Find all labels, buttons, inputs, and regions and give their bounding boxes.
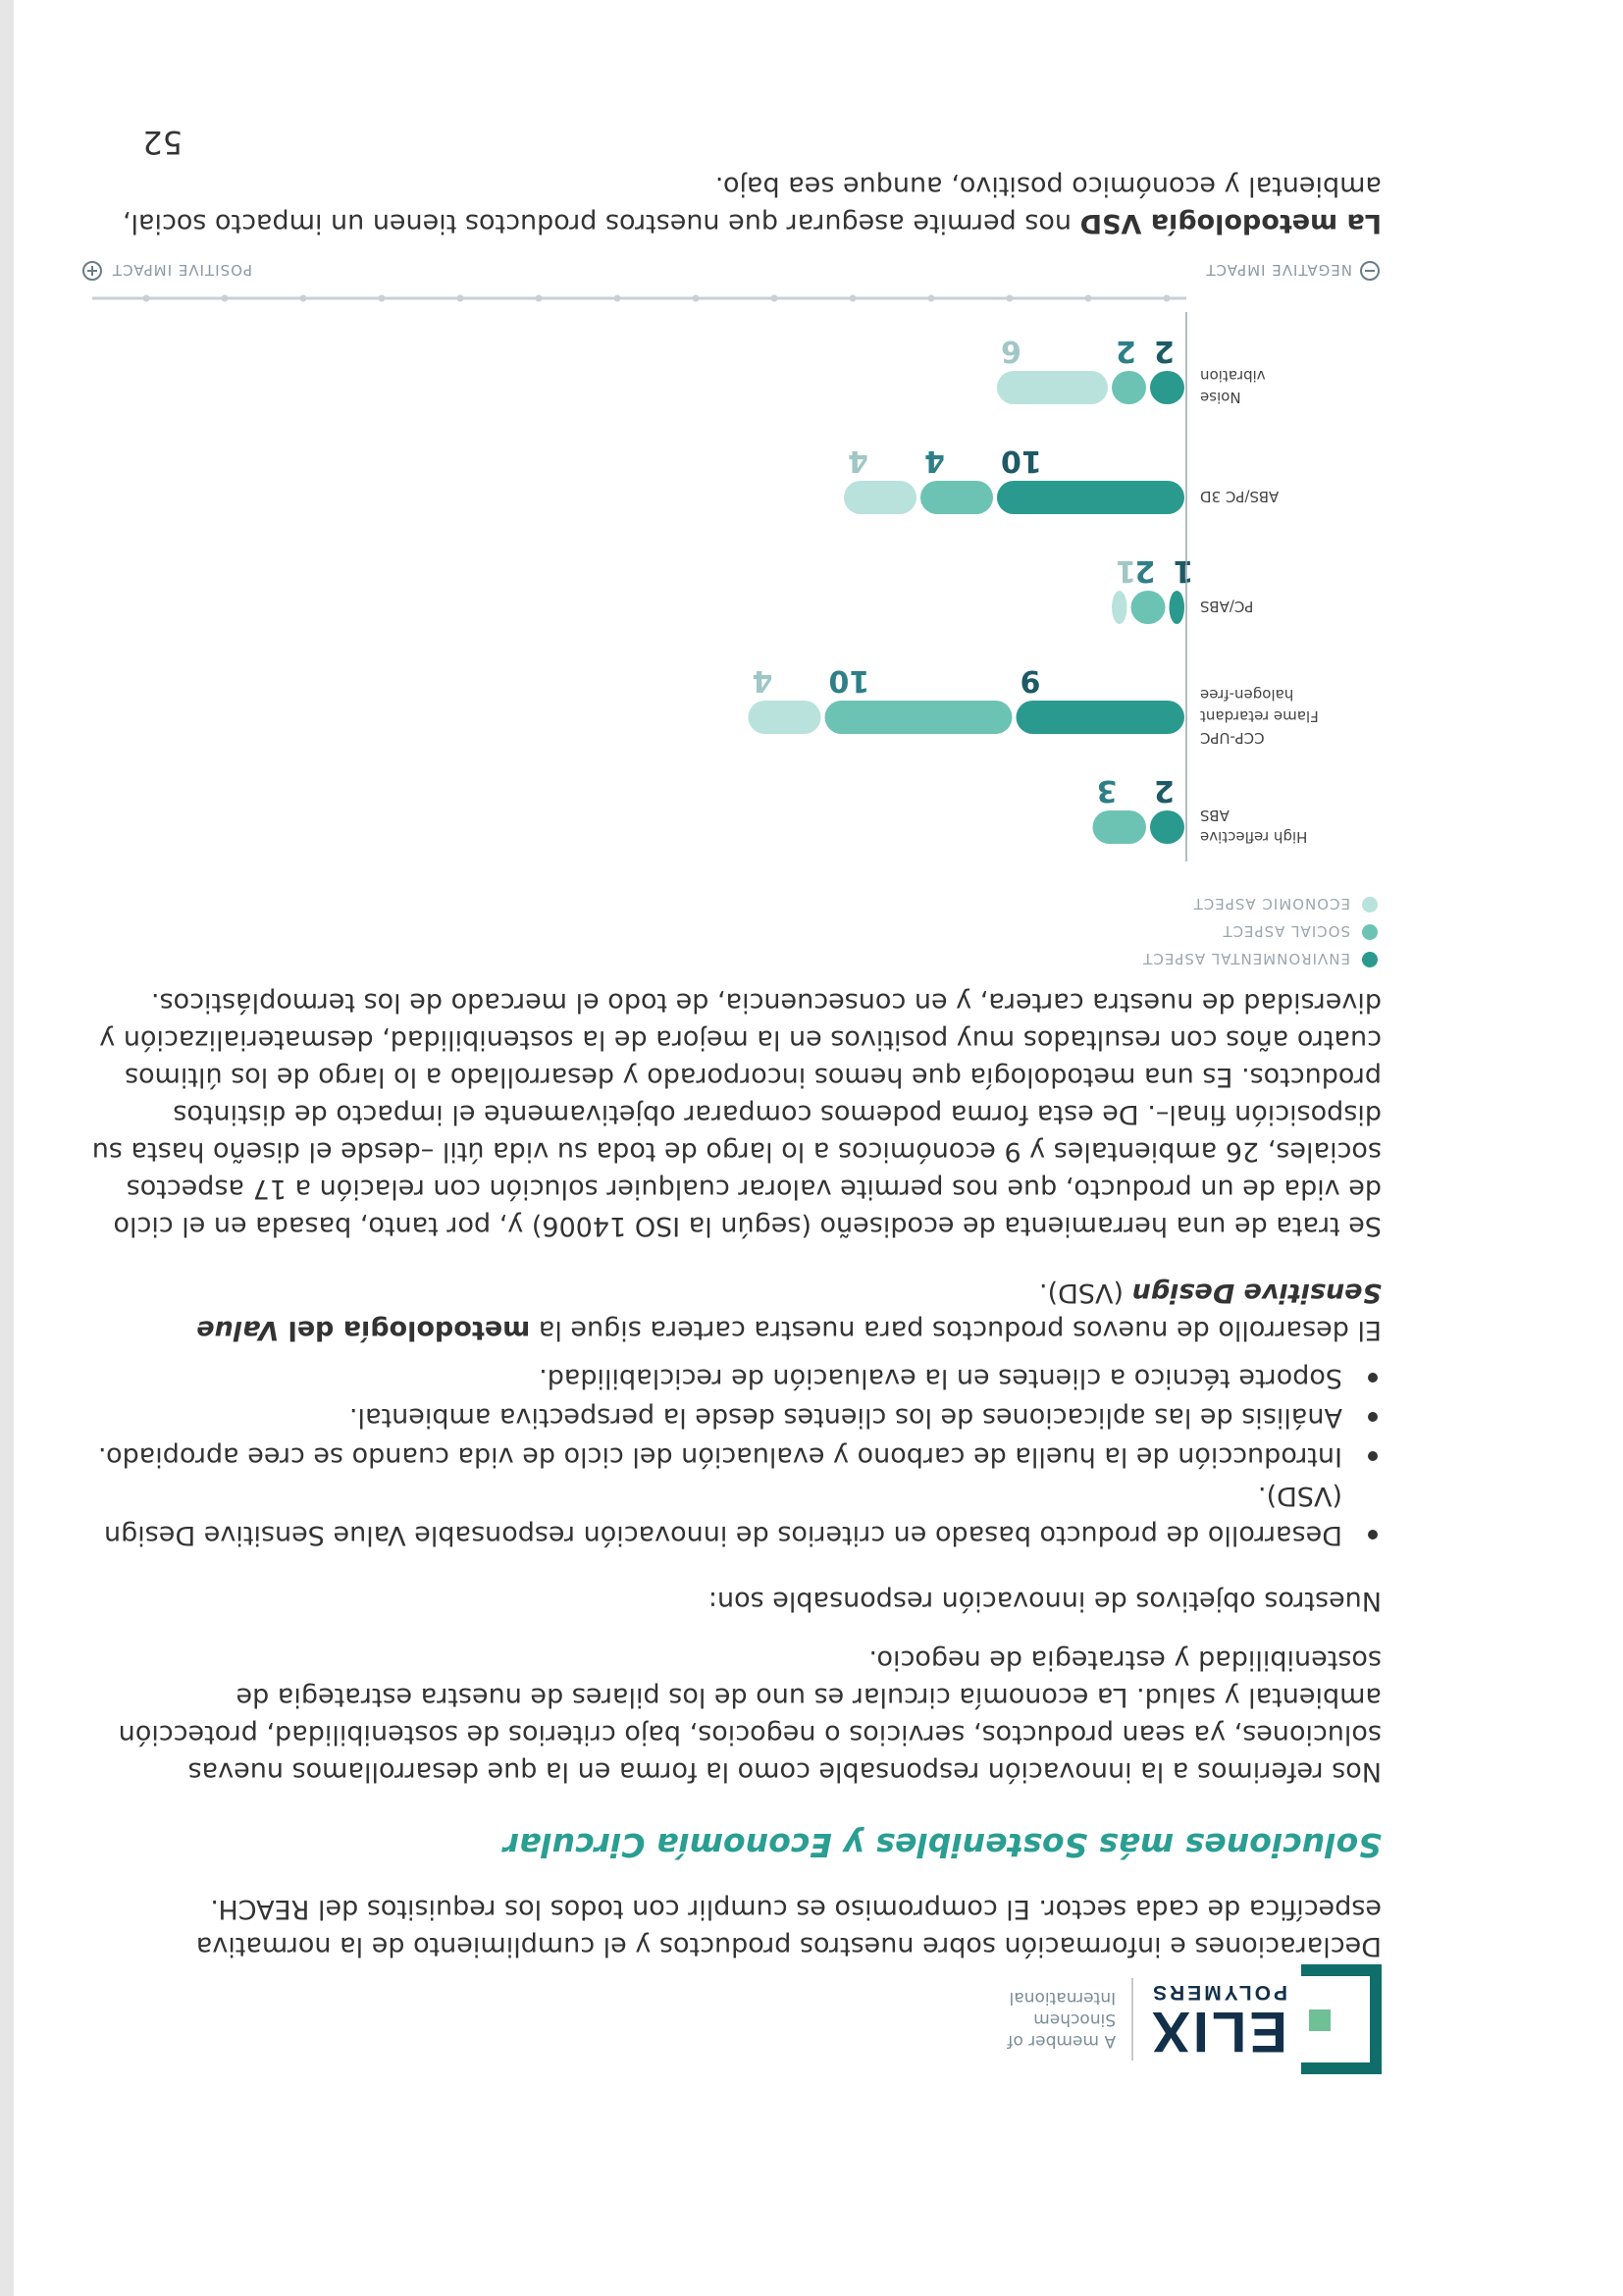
category-label: ABS [1200,807,1230,824]
conclusion-bold: La metodología VSD [1079,208,1382,238]
axis-tick [379,295,386,302]
list-item: Introducción de la huella de carbono y evaluación del ciclo de vida cuando se cree apropiado. [77,1436,1382,1476]
bar-segment [997,371,1108,404]
logo-elix-text: ELIX [1149,2000,1287,2063]
category-label: halogen-free [1200,686,1294,704]
bar-segment [1112,591,1127,624]
axis-tick [1007,295,1014,302]
data-label: 2 [1154,773,1175,808]
responsible-innovation-paragraph: Nos referimos a la innovación responsable como la forma en la que desarrollamos nuevas soluciones, ya sean productos, servicios o negocios, bajo criterios de sostenibilidad, protección ambiental y salud. La economía circular es uno de los pilares de nuestra estrategia de sostenibilidad y estrategia de negocio. [118,1644,1382,1787]
bar-segment [1150,810,1184,844]
data-label: 4 [752,663,773,698]
axis-tick [143,295,150,302]
axis-tick [693,295,700,302]
data-label: 10 [1001,444,1042,478]
vsd-methodology-bold: metodología del [279,1315,531,1345]
elix-bracket-icon [1301,1964,1382,2074]
vsd-impact-chart [73,261,1387,981]
data-label: 10 [828,663,870,698]
tagline-line: International [1009,1988,1117,2008]
data-label: 2 [1116,334,1136,368]
tagline-line: A member of [1007,2031,1117,2051]
logo-tagline [1007,1987,1116,2052]
vsd-name-bold-italic: Value Sensitive Design [196,1278,1382,1345]
section-title: Soluciones más Sostenibles y Economía Circular [502,1826,1382,1864]
intro-paragraph: Declaraciones e información sobre nuestros productos y el cumplimiento de la normativa específica de cada sector. El compromiso es cumplir con todos los requisitos del REACH. [195,1894,1382,1961]
axis-tick [300,295,307,302]
axis-tick [771,295,778,302]
list-item: Análisis de las aplicaciones de los clientes desde la perspectiva ambiental. [77,1397,1382,1436]
data-label: 9 [1020,663,1041,698]
document-page [14,0,1623,2296]
vsd-paragraph [77,1274,1382,1348]
vsd-text-before: El desarrollo de nuevos productos para nuestra cartera sigue la [530,1315,1382,1345]
legend-swatch [1362,924,1378,940]
negative-impact-label: NEGATIVE IMPACT [1205,261,1352,279]
axis-tick [536,295,543,302]
logo-polymers-text: POLYMERS [1150,1981,1287,2004]
data-label: 1 [1173,553,1194,588]
bar-segment [920,481,993,514]
chart-svg [73,261,1387,981]
legend-label: SOCIAL ASPECT [1222,922,1350,940]
data-label: 4 [924,444,945,478]
legend-swatch [1362,897,1378,913]
tagline-line: Sinochem [1033,2009,1117,2029]
logo-divider [1131,1978,1133,2061]
legend-label: ENVIRONMENTAL ASPECT [1142,950,1350,967]
vsd-text-after: (VSD). [1038,1278,1132,1308]
data-label: 2 [1154,334,1175,368]
bar-segment [825,701,1013,734]
legend-label: ECONOMIC ASPECT [1192,895,1350,913]
legend-swatch [1362,952,1378,967]
objectives-intro: Nuestros objetivos de innovación responsable son: [707,1586,1382,1616]
conclusion-paragraph [77,167,1382,241]
axis-tick [1164,295,1171,302]
category-label: Noise [1200,389,1241,406]
bar-segment [1170,591,1185,624]
page-number: 52 [142,124,183,161]
bar-segment [1093,810,1147,844]
axis-tick [457,295,464,302]
vsd-description-paragraph: Se trata de una herramienta de ecodiseño (según la ISO 14006) y, por tanto, basada en el ciclo de vida de un producto, que nos permite valorar cualquier solución con relación a 17 aspectos sociales, 26 ambientales y 9 económicos a lo largo de toda su vida útil –desde el diseño hasta su disposición final–. De esta forma podemos comparar objetivamente el impacto de distintos productos. Es una metodología que hemos incorporado y desarrollado a lo largo de los últimos cuatro años con resultados muy positivos en la mejora de la sostenibilidad, desmaterialización y diversidad de nuestra cartera, y en consecuencia, de todo el mercado de los termoplásticos. [91,987,1382,1241]
category-label: ABS/PC 3D [1200,488,1280,505]
axis-tick [850,295,857,302]
data-label: 3 [1096,773,1118,808]
category-label: High reflective [1200,828,1308,846]
category-label: vibration [1200,367,1266,385]
axis-tick [614,295,621,302]
bar-segment [1150,371,1184,404]
axis-tick [222,295,229,302]
data-label: 6 [1001,334,1021,368]
axis-tick [1085,295,1092,302]
objectives-list [77,1358,1382,1554]
category-label: PC/ABS [1200,598,1254,615]
elix-polymers-logo [1007,1964,1382,2074]
list-item: Soporte técnico a clientes en la evaluación de reciclabilidad. [77,1358,1382,1397]
bar-segment [1112,371,1146,404]
bar-segment [1131,591,1166,624]
data-label: 1 [1116,553,1136,588]
logo-wordmark [1149,1980,1287,2063]
bar-segment [749,701,821,734]
data-label: 2 [1134,553,1156,588]
conclusion-rest: nos permite asegurar que nuestros productos tienen un impacto social, ambiental y económico positivo, aunque sea bajo. [122,171,1382,238]
category-label: Flame retardant [1200,707,1319,725]
category-label: CCP-UPC [1200,729,1265,747]
positive-impact-label: POSITIVE IMPACT [112,261,252,279]
axis-tick [928,295,935,302]
bar-segment [844,481,916,514]
data-label: 4 [848,444,868,478]
bar-segment [997,481,1184,514]
bar-segment [1017,701,1185,734]
list-item: Desarrollo de producto basado en criterios de innovación responsable Value Sensitive Design (VSD). [77,1476,1382,1554]
